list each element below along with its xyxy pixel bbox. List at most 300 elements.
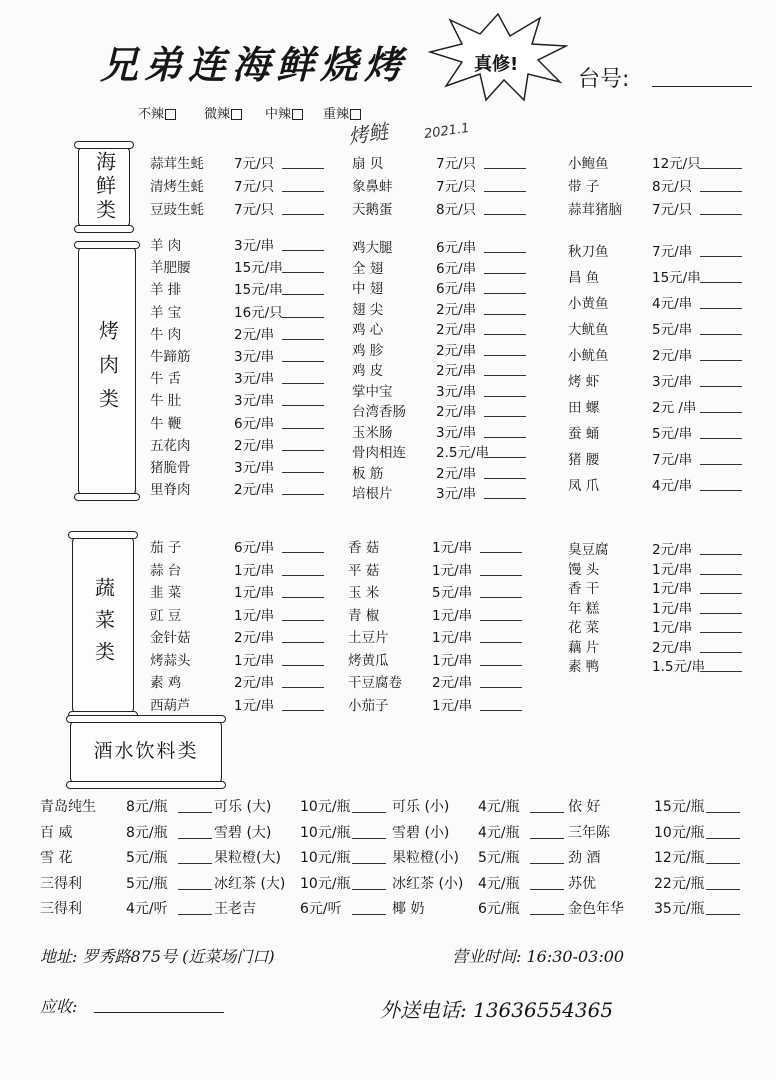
item-price: 2元/串 [234,630,275,646]
item-name: 五花肉 [150,437,191,454]
item-price: 3元/串 [234,371,275,388]
restaurant-title: 兄弟连海鲜烧烤 [100,42,409,87]
quantity-field[interactable] [480,709,522,711]
drink-item [214,796,386,816]
item-price: 35元/瓶 [654,901,705,917]
item-name: 平 菇 [348,562,380,579]
item-name: 小茄子 [348,697,389,714]
quantity-field[interactable] [282,316,324,318]
drink-item [568,822,740,842]
item-price: 22元/瓶 [654,875,705,892]
item-name: 田 螺 [568,400,600,416]
quantity-field[interactable] [700,553,742,555]
menu-item [150,175,324,195]
quantity-field[interactable] [282,382,324,384]
quantity-field[interactable] [484,213,526,215]
quantity-field[interactable] [530,913,564,915]
item-price: 8元/瓶 [126,799,168,815]
item-price: 10元/瓶 [300,875,351,892]
item-price: 3元/串 [436,486,477,502]
menu-item [150,198,324,218]
item-name: 蚕 蛹 [568,426,600,442]
item-name: 劲 酒 [568,850,601,866]
item-price: 15元/瓶 [654,799,705,815]
item-name: 玉 米 [348,585,380,601]
item-name: 花 菜 [568,620,600,636]
item-name: 雪碧 (大) [214,824,272,841]
quantity-field[interactable] [282,190,324,192]
quantity-field[interactable] [700,190,742,192]
menu-item [568,636,742,656]
item-price: 3元/串 [436,383,477,400]
item-name: 掌中宝 [352,383,393,400]
item-name: 鸡 心 [352,322,384,338]
quantity-field[interactable] [352,811,386,813]
menu-item [568,152,742,172]
item-price: 3元/串 [234,393,275,410]
drink-item [392,873,564,893]
menu-item [352,421,526,441]
item-price: 2元/串 [436,322,477,338]
quantity-field[interactable] [700,167,742,169]
quantity-field[interactable] [282,619,324,621]
quantity-field[interactable] [282,338,324,340]
quantity-field[interactable] [352,862,386,864]
item-name: 依 好 [568,799,601,815]
item-price: 2元/串 [436,465,477,482]
item-price: 3元/串 [234,460,275,476]
item-name: 年 糕 [568,600,600,617]
item-price: 5元/瓶 [126,875,168,892]
item-price: 5元/串 [652,426,693,442]
quantity-field[interactable] [484,497,526,499]
menu-item [568,538,742,558]
menu-item [568,474,742,494]
quantity-field[interactable] [282,404,324,406]
item-price: 6元/瓶 [478,901,520,917]
item-price: 2元/串 [436,301,477,318]
item-name: 小鱿鱼 [568,348,609,364]
quantity-field[interactable] [352,837,386,839]
quantity-field[interactable] [484,167,526,169]
quantity-field[interactable] [282,551,324,553]
item-name: 里脊肉 [150,482,191,499]
item-price: 12元/只 [652,156,701,172]
menu-item [348,649,522,669]
item-name: 小鲍鱼 [568,156,609,172]
item-name: 象鼻蚌 [352,179,393,195]
quantity-field[interactable] [706,862,740,864]
item-price: 5元/瓶 [126,850,168,866]
item-price: 1元/串 [234,652,275,669]
item-price: 1元/串 [432,652,473,669]
item-price: 10元/瓶 [300,799,351,815]
drink-item [568,873,740,893]
item-name: 清烤生蚝 [150,179,204,195]
item-price: 1元/串 [652,620,693,636]
item-price: 7元/串 [652,244,693,260]
drink-item [40,898,212,918]
menu-item [568,616,742,636]
quantity-field[interactable] [282,596,324,598]
menu-item [150,649,324,669]
menu-item [352,462,526,482]
item-name: 猪 腰 [568,452,600,468]
quantity-field[interactable] [700,651,742,653]
quantity-field[interactable] [282,271,324,273]
item-name: 雪碧 (小) [392,824,450,841]
menu-item [348,559,522,579]
menu-item [568,292,742,312]
item-price: 3元/串 [436,424,477,441]
quantity-field[interactable] [352,888,386,890]
menu-item [568,655,742,675]
quantity-field[interactable] [484,333,526,335]
item-name: 秋刀鱼 [568,244,609,260]
quantity-field[interactable] [484,395,526,397]
item-name: 全 翅 [352,260,384,277]
menu-item [568,266,742,286]
quantity-field[interactable] [282,449,324,451]
menu-item [352,380,526,400]
item-price: 6元/串 [234,415,275,432]
quantity-field[interactable] [700,670,742,672]
quantity-field[interactable] [700,463,742,465]
menu-item [150,301,324,321]
item-name: 牛 肚 [150,393,182,410]
menu-item [150,256,324,276]
quantity-field[interactable] [484,436,526,438]
quantity-field[interactable] [700,213,742,215]
item-price: 1元/串 [234,697,275,714]
menu-item [352,400,526,420]
quantity-field[interactable] [178,811,212,813]
menu-item [150,434,324,454]
item-name: 冰红茶 (大) [214,875,286,892]
item-name: 鸡大腿 [352,240,393,256]
item-price: 1元/串 [432,562,473,579]
item-name: 扇 贝 [352,156,384,172]
item-price: 2元/串 [436,363,477,379]
menu-item [352,359,526,379]
quantity-field[interactable] [484,415,526,417]
drink-item [40,796,212,816]
item-price: 6元/串 [436,260,477,277]
item-name: 臭豆腐 [568,542,609,558]
menu-item [568,577,742,597]
checkbox-icon[interactable] [292,109,303,120]
menu-item [348,671,522,691]
item-price: 1元/串 [652,561,693,578]
item-name: 烤蒜头 [150,652,191,669]
checkbox-icon[interactable] [231,109,242,120]
quantity-field[interactable] [700,385,742,387]
item-price: 4元/瓶 [478,824,520,841]
business-hours: 营业时间: 16:30-03:00 [452,947,625,966]
item-name: 牛蹄筋 [150,349,191,365]
quantity-field[interactable] [706,913,740,915]
item-price: 15元/串 [234,282,283,299]
menu-item [150,323,324,343]
menu-item [568,198,742,218]
quantity-field[interactable] [700,631,742,633]
item-price: 10元/瓶 [654,824,705,841]
item-name: 可乐 (小) [392,799,450,815]
quantity-field[interactable] [700,592,742,594]
item-name: 素 鸡 [150,675,182,691]
item-price: 1元/串 [432,630,473,646]
item-price: 1元/串 [234,607,275,624]
quantity-field[interactable] [484,313,526,315]
quantity-field[interactable] [700,281,742,283]
quantity-field[interactable] [530,862,564,864]
item-price: 2元 /串 [652,400,697,416]
menu-item [568,448,742,468]
quantity-field[interactable] [484,374,526,376]
quantity-field[interactable] [484,456,526,458]
drink-item [214,822,386,842]
quantity-field[interactable] [700,255,742,257]
menu-item [348,536,522,556]
quantity-field[interactable] [480,596,522,598]
item-name: 翅 尖 [352,301,384,318]
item-name: 天鹅蛋 [352,202,393,218]
item-price: 4元/听 [126,901,168,917]
quantity-field[interactable] [282,427,324,429]
quantity-field[interactable] [700,437,742,439]
quantity-field[interactable] [530,837,564,839]
item-name: 蒜茸猪脑 [568,202,622,218]
table-number-field[interactable] [652,86,752,87]
quantity-field[interactable] [480,686,522,688]
item-price: 1元/串 [652,581,693,597]
quantity-field[interactable] [700,489,742,491]
quantity-field[interactable] [282,574,324,576]
item-price: 5元/串 [652,322,693,338]
quantity-field[interactable] [282,664,324,666]
quantity-field[interactable] [282,641,324,643]
item-price: 12元/瓶 [654,850,705,866]
menu-item [150,389,324,409]
menu-item [150,694,324,714]
drink-item [40,847,212,867]
drink-item [568,847,740,867]
quantity-field[interactable] [282,471,324,473]
quantity-field[interactable] [700,573,742,575]
item-name: 三得利 [40,875,82,892]
item-name: 鸡 皮 [352,363,384,379]
quantity-field[interactable] [178,837,212,839]
item-name: 三得利 [40,901,82,917]
item-name: 金针菇 [150,630,191,646]
item-price: 2元/串 [432,675,473,691]
item-price: 16元/只 [234,304,283,321]
item-price: 4元/瓶 [478,799,520,815]
item-price: 1元/串 [234,585,275,601]
quantity-field[interactable] [700,359,742,361]
item-price: 3元/串 [234,238,275,254]
quantity-field[interactable] [282,493,324,495]
menu-item [568,396,742,416]
menu-item [352,441,526,461]
section-seafood [78,146,130,228]
handwritten-note: 烤鲢 [346,119,390,149]
spice-option-mild[interactable]: 微辣 [204,103,242,122]
section-drinks [70,720,222,784]
drink-item [568,898,740,918]
item-price: 6元/串 [234,540,275,556]
item-price: 8元/只 [652,179,693,195]
quantity-field[interactable] [282,293,324,295]
quantity-field[interactable] [282,167,324,169]
item-name: 果粒橙(小) [392,850,459,866]
item-price: 2元/串 [234,675,275,691]
item-name: 培根片 [352,486,393,502]
quantity-field[interactable] [352,913,386,915]
amount-due-field[interactable] [94,1012,224,1013]
quantity-field[interactable] [700,411,742,413]
quantity-field[interactable] [480,574,522,576]
item-price: 4元/串 [652,296,693,312]
quantity-field[interactable] [282,213,324,215]
item-name: 王老吉 [214,901,256,917]
item-price: 7元/只 [234,179,275,195]
item-price: 1元/串 [432,697,473,714]
quantity-field[interactable] [530,888,564,890]
item-name: 雪 花 [40,850,73,866]
burst-badge-text: 真修! [474,54,519,75]
item-name: 羊 肉 [150,238,182,254]
item-price: 8元/只 [436,202,477,218]
item-price: 5元/瓶 [478,850,520,866]
item-name: 牛 肉 [150,326,182,343]
menu-item [150,152,324,172]
quantity-field[interactable] [178,913,212,915]
quantity-field[interactable] [700,612,742,614]
quantity-field[interactable] [484,292,526,294]
spice-option-none[interactable]: 不辣 [138,103,176,122]
menu-item [568,597,742,617]
item-price: 2.5元/串 [436,445,490,461]
item-name: 凤 爪 [568,478,600,494]
item-name: 烤 虾 [568,374,600,390]
quantity-field[interactable] [282,249,324,251]
menu-item [352,198,526,218]
menu-item [150,234,324,254]
item-name: 金色年华 [568,901,624,917]
quantity-field[interactable] [700,307,742,309]
section-bbq-meat-label: 烤肉类 [95,320,120,422]
quantity-field[interactable] [706,811,740,813]
quantity-field[interactable] [282,360,324,362]
drink-item [568,796,740,816]
item-price: 10元/瓶 [300,850,351,866]
item-name: 玉米肠 [352,424,393,441]
quantity-field[interactable] [480,641,522,643]
menu-item [352,175,526,195]
drink-item [40,873,212,893]
quantity-field[interactable] [484,272,526,274]
item-name: 素 鸭 [568,659,600,675]
quantity-field[interactable] [480,664,522,666]
spice-option-medium[interactable]: 中辣 [265,103,303,122]
menu-item [568,558,742,578]
menu-item [352,482,526,502]
menu-item [150,412,324,432]
table-number-label: 台号: [578,67,630,92]
item-name: 蒜 台 [150,562,182,579]
item-price: 1.5元/串 [652,659,706,675]
item-name: 台湾香肠 [352,404,406,420]
checkbox-icon[interactable] [165,109,176,120]
item-price: 2元/串 [436,404,477,420]
handwritten-date: 2021.1 [423,120,471,143]
drink-item [392,796,564,816]
item-price: 1元/串 [652,600,693,617]
quantity-field[interactable] [282,686,324,688]
quantity-field[interactable] [706,888,740,890]
item-price: 6元/串 [436,240,477,256]
menu-item [150,604,324,624]
item-name: 干豆腐卷 [348,675,402,691]
item-name: 韭 菜 [150,585,182,601]
quantity-field[interactable] [178,862,212,864]
item-name: 冰红茶 (小) [392,875,464,892]
item-price: 1元/串 [432,607,473,624]
item-name: 牛 鞭 [150,415,182,432]
menu-item [150,536,324,556]
quantity-field[interactable] [484,477,526,479]
menu-item [352,152,526,172]
section-vegetables [72,536,134,714]
quantity-field[interactable] [480,619,522,621]
quantity-field[interactable] [706,837,740,839]
quantity-field[interactable] [530,811,564,813]
item-price: 7元/只 [652,202,693,218]
item-price: 2元/串 [234,482,275,499]
drink-item [214,847,386,867]
item-price: 7元/只 [436,179,477,195]
item-name: 馒 头 [568,561,600,578]
item-name: 豇 豆 [150,607,182,624]
item-price: 15元/串 [652,270,701,286]
item-price: 3元/串 [652,374,693,390]
item-name: 西葫芦 [150,697,191,714]
item-name: 羊肥腰 [150,260,191,277]
menu-item [150,626,324,646]
quantity-field[interactable] [484,354,526,356]
item-price: 2元/串 [652,639,693,656]
item-name: 鸡 胗 [352,342,384,359]
drink-item [40,822,212,842]
item-name: 藕 片 [568,639,600,656]
item-price: 1元/串 [234,562,275,579]
item-name: 百 威 [40,824,73,841]
quantity-field[interactable] [480,551,522,553]
drink-item [392,847,564,867]
quantity-field[interactable] [700,333,742,335]
item-name: 土豆片 [348,630,389,646]
item-price: 5元/串 [432,585,473,601]
spice-option-hot[interactable]: 重辣 [323,103,361,122]
quantity-field[interactable] [178,888,212,890]
menu-item [150,456,324,476]
quantity-field[interactable] [484,251,526,253]
quantity-field[interactable] [484,190,526,192]
section-vegetables-label: 蔬菜类 [91,577,116,673]
quantity-field[interactable] [282,709,324,711]
menu-item [352,339,526,359]
